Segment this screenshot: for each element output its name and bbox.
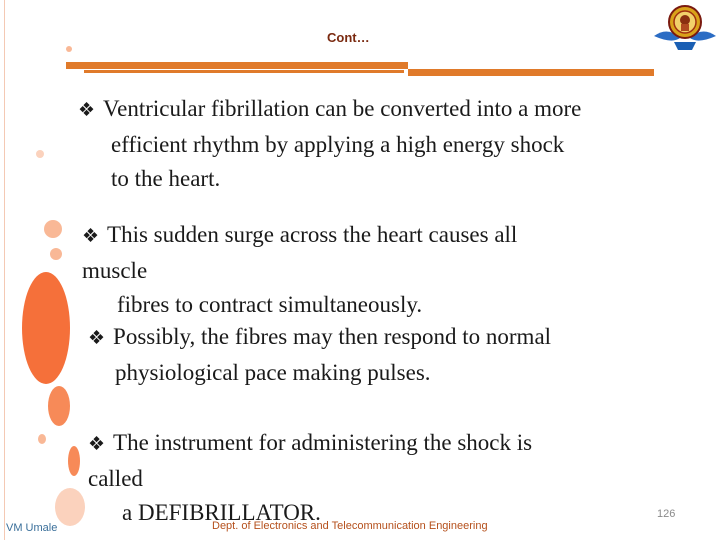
title-underline-right [408, 69, 654, 76]
paragraph-line: ❖ Possibly, the fibres may then respond to normal [88, 324, 552, 349]
decorative-bubble [55, 488, 85, 526]
left-border-line [4, 0, 5, 540]
decorative-bubble [48, 386, 70, 426]
slide-title: Cont… [327, 30, 370, 45]
page-number: 126 [657, 508, 676, 520]
paragraph-line: ❖ This sudden surge across the heart causes all [82, 222, 518, 247]
paragraph-line: physiological pace making pulses. [115, 360, 431, 385]
decorative-bubble [36, 150, 44, 158]
bullet-icon: ❖ [88, 328, 106, 349]
institution-logo-icon [650, 0, 720, 56]
decorative-bubble [68, 446, 80, 476]
decorative-bubble [44, 220, 62, 238]
footer-department: Dept. of Electronics and Telecommunication Engineering [212, 520, 488, 532]
paragraph-line: muscle [82, 258, 148, 283]
footer-author: VM Umale [6, 522, 58, 534]
decorative-bubble [38, 434, 46, 444]
paragraph-line: a DEFIBRILLATOR. [122, 500, 321, 525]
decorative-bubble-large [22, 272, 70, 384]
paragraph-line: efficient rhythm by applying a high energy shock [111, 132, 565, 157]
paragraph-3 [88, 320, 551, 390]
paragraph-line: ❖ Ventricular fibrillation can be converted into a more [78, 96, 582, 121]
decorative-bubble [50, 248, 62, 260]
paragraph-4 [88, 426, 532, 530]
bullet-icon: ❖ [88, 434, 106, 455]
title-underline-thin [84, 70, 404, 73]
paragraph-line: to the heart. [111, 166, 221, 191]
paragraph-line: called [88, 466, 143, 491]
paragraph-2 [82, 218, 517, 322]
paragraph-line: fibres to contract simultaneously. [117, 292, 423, 317]
paragraph-1 [78, 92, 581, 196]
decorative-bubble [66, 46, 72, 52]
bullet-icon: ❖ [82, 226, 100, 247]
title-underline [66, 62, 408, 69]
bullet-icon: ❖ [78, 100, 96, 121]
paragraph-line: ❖ The instrument for administering the shock is [88, 430, 533, 455]
